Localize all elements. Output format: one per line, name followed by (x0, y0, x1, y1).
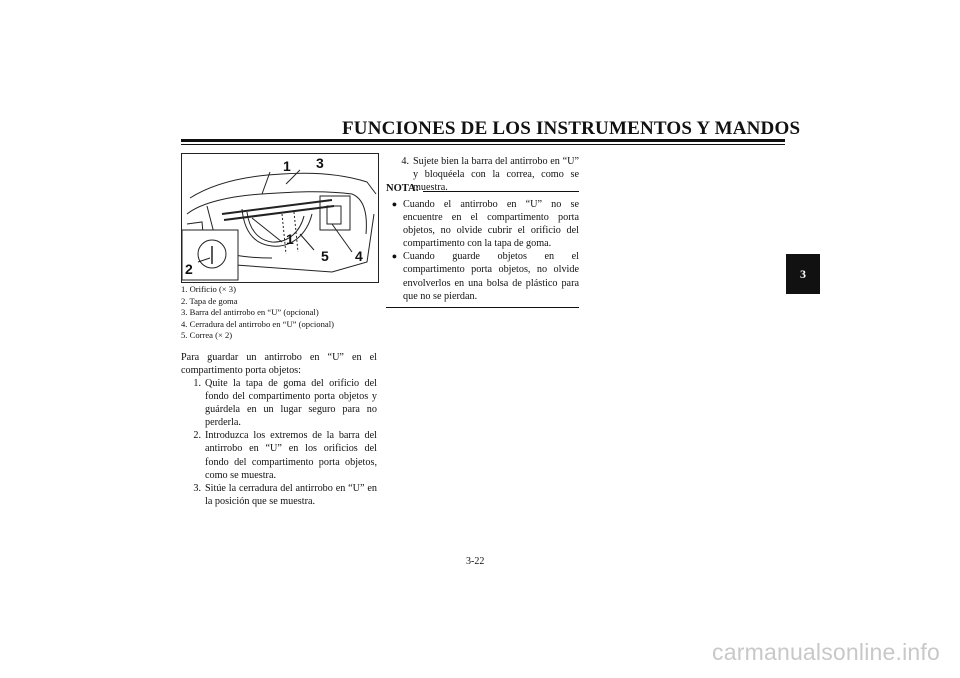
header-rule-thin (181, 144, 785, 145)
step-number: 1. (193, 378, 201, 389)
note-box (386, 182, 579, 308)
legend-item: 2. Tapa de goma (181, 295, 238, 306)
watermark: carmanualsonline.info (712, 639, 940, 665)
illustration-drawing (182, 154, 378, 282)
legend-item: 1. Orificio (× 3) (181, 284, 236, 294)
figure-label-2: 2 (185, 261, 193, 277)
storage-compartment-illustration (181, 153, 379, 283)
note-title: NOTA: (386, 183, 420, 194)
steps-list (181, 377, 377, 508)
legend-item: 5. Correa (× 2) (181, 330, 233, 341)
figure-label-1: 1 (283, 158, 291, 174)
note-bullet-text: Cuando el antirrobo en “U” no se encuentre en el compartimento porta objetos, no olvide cubrir el orificio del compartimento con la tapa de goma. (403, 199, 579, 250)
note-bullet-text: Cuando guarde objetos en el compartimento porta objetos, no olvide envolverlos en una bolsa de plástico para que no se pierdan. (403, 251, 579, 302)
legend-item: 3. Barra del antirrobo en “U” (opcional) (181, 307, 319, 318)
step-number: 4. (401, 156, 409, 167)
step-item (181, 377, 377, 429)
note-bullet (386, 198, 579, 250)
step-item (181, 482, 377, 508)
figure-label-4: 4 (355, 248, 363, 264)
figure-label-5: 5 (321, 248, 329, 264)
step-text: Introduzca los extremos de la barra del antirrobo en “U” en los orificios del fondo del compartimento porta objetos, como se muestra. (205, 430, 377, 481)
figure-legend (181, 284, 334, 342)
legend-item: 4. Cerradura del antirrobo en “U” (opcional) (181, 318, 334, 329)
page-title: FUNCIONES DE LOS INSTRUMENTOS Y MANDOS (342, 118, 801, 139)
step-number: 3. (193, 482, 201, 494)
step-text: Quite la tapa de goma del orificio del fondo del compartimento porta objetos y guárdela en un lugar seguro para no perderla. (205, 378, 377, 429)
page-number: 3-22 (466, 556, 485, 567)
note-bullet (386, 250, 579, 302)
figure-label-1b: 1 (286, 231, 294, 247)
note-title-rule (423, 191, 579, 192)
step-item (181, 429, 377, 481)
note-bottom-rule (386, 307, 579, 308)
step-text: Sujete bien la barra del antirrobo en “U” y bloquéela con la correa, como se muestra. (413, 156, 579, 194)
chapter-tab[interactable]: 3 (786, 254, 820, 294)
step-number: 2. (193, 430, 201, 442)
intro-paragraph: Para guardar un antirrobo en “U” en el compartimento porta objetos: (181, 352, 377, 377)
step-text: Sitúe la cerradura del antirrobo en “U” en la posición que se muestra. (205, 482, 377, 507)
header-rule-thick (181, 139, 785, 142)
figure-label-3: 3 (316, 155, 324, 171)
bullet-dot-icon: ● (391, 251, 398, 262)
bullet-dot-icon: ● (391, 199, 398, 209)
